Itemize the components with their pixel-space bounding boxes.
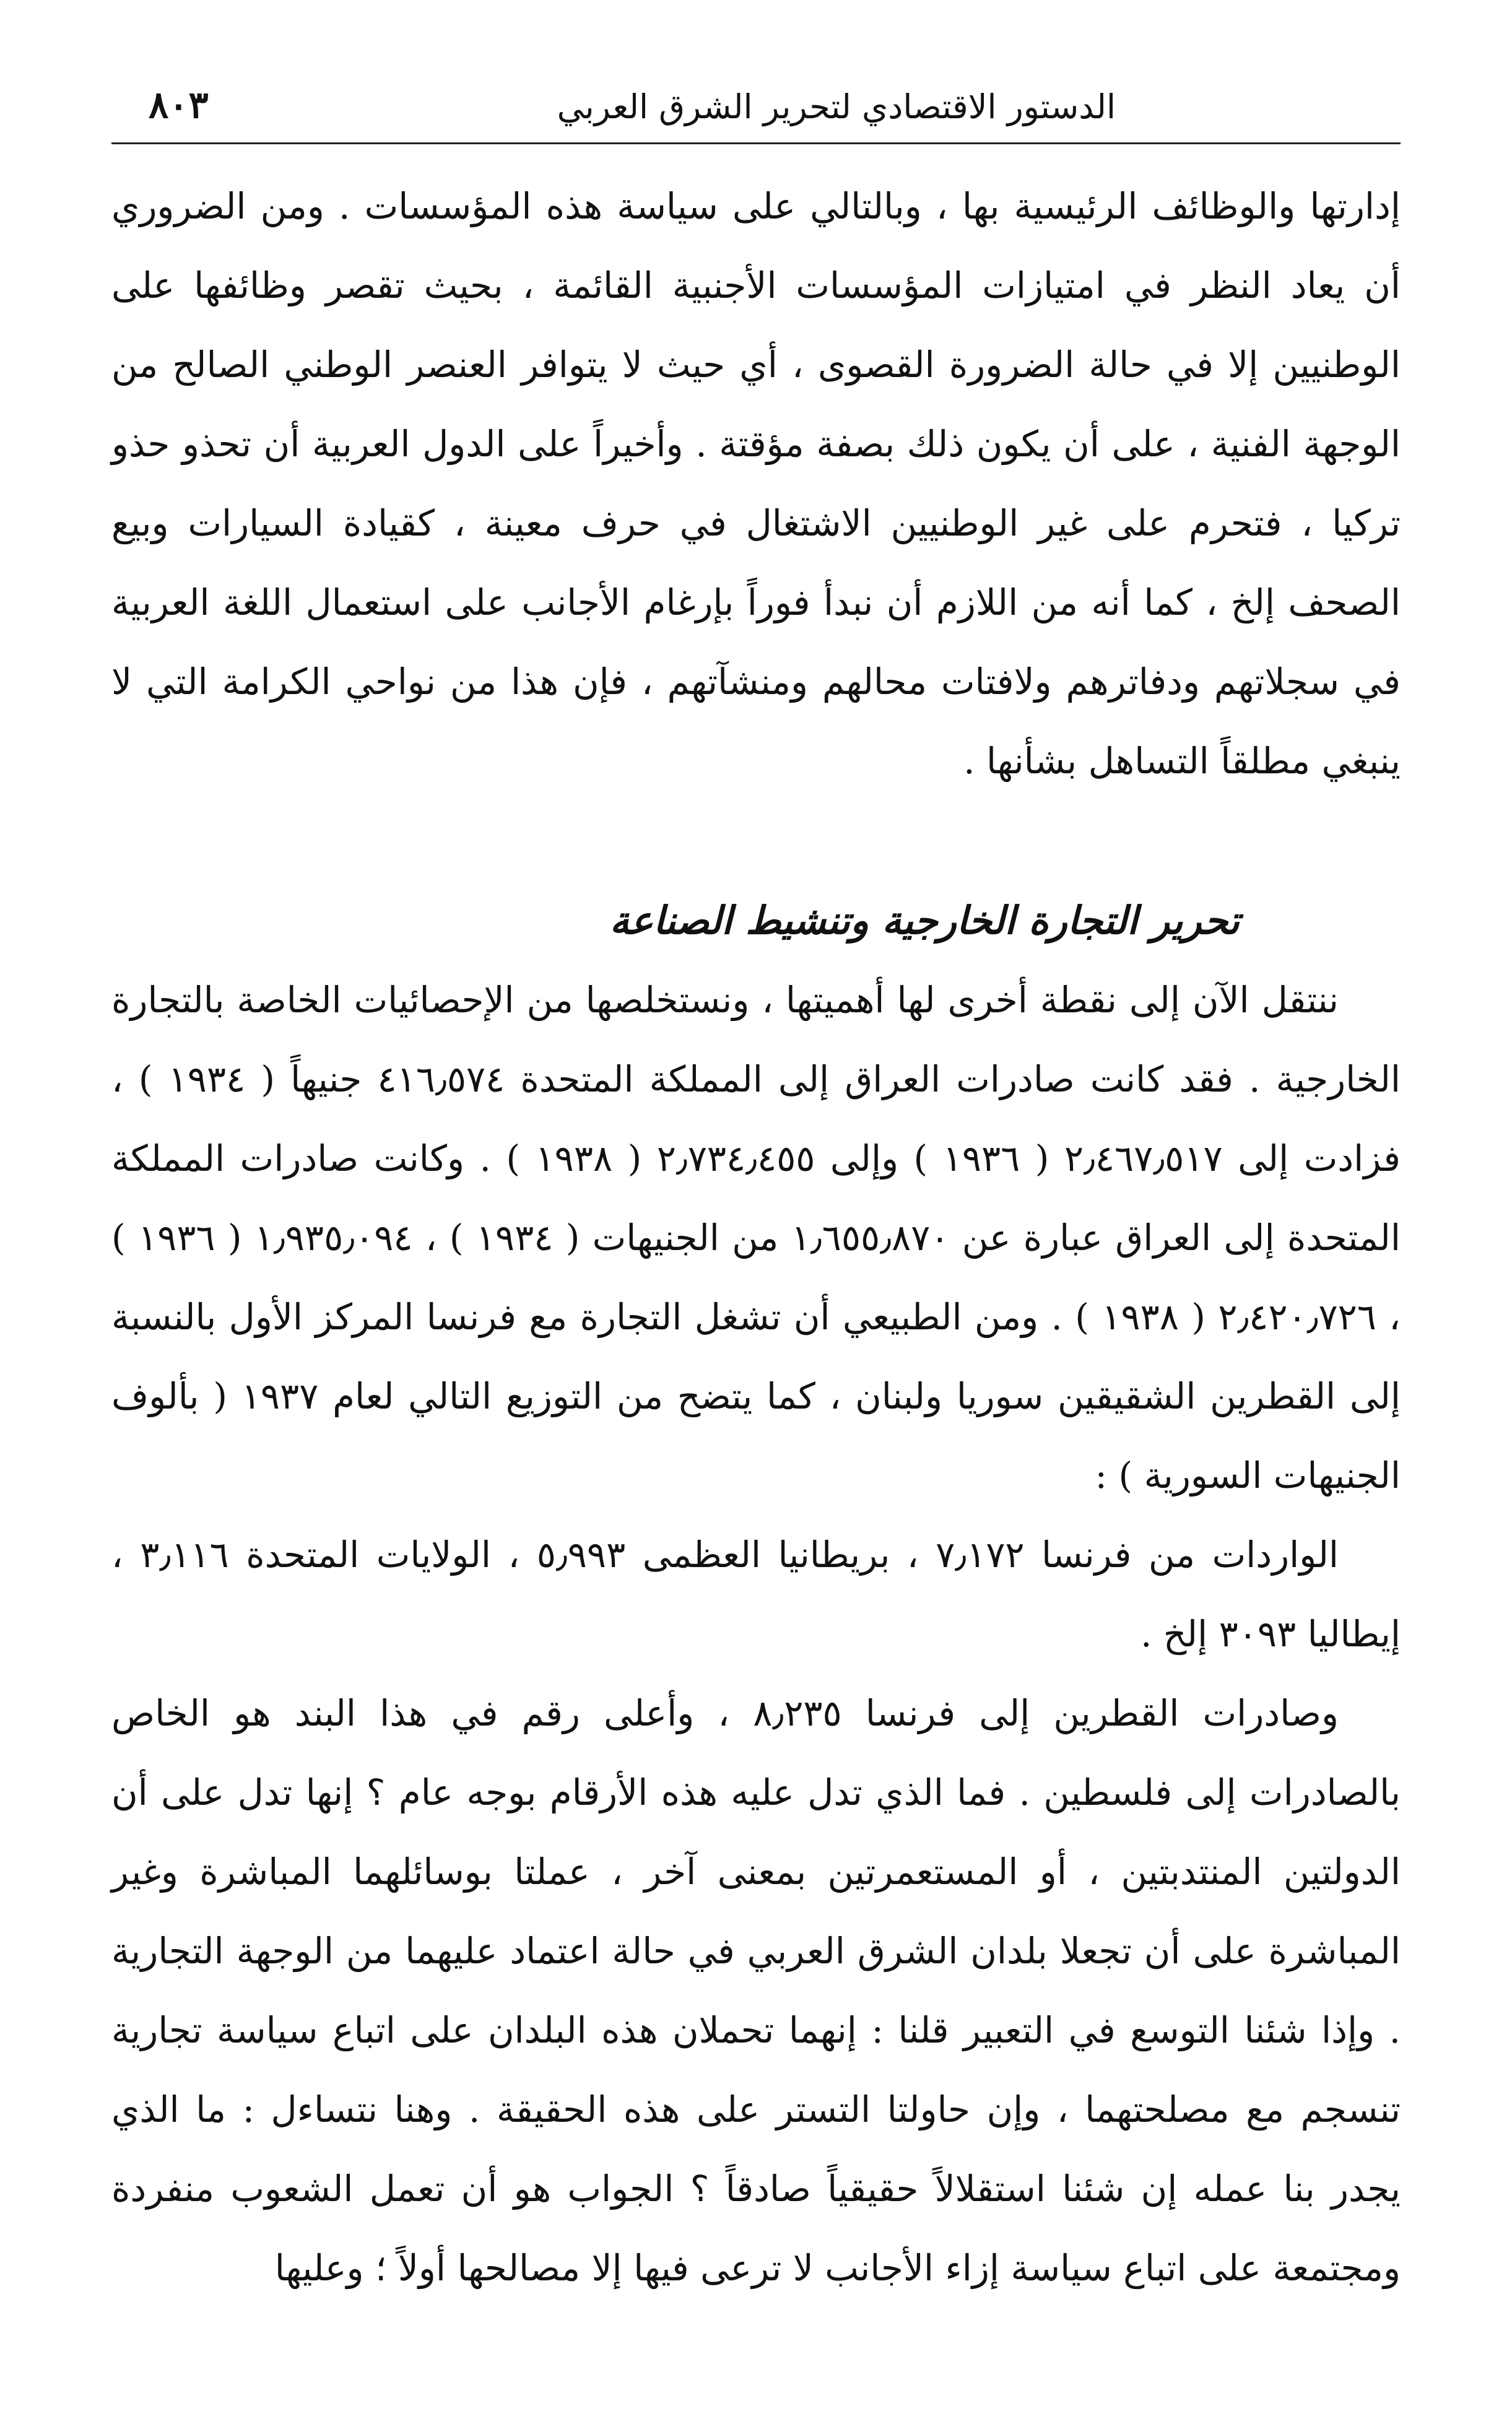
- book-page: [111, 74, 1401, 2365]
- page-number: ٨٠٣: [149, 84, 209, 127]
- paragraph-continued: إدارتها والوظائف الرئيسية بها ، وبالتالي على سياسة هذه المؤسسات . ومن الضروري أن يعاد النظر في امتيازات المؤسسات الأجنبية القائمة ، بحيث تقصر وظائفها على الوطنيين إلا في حالة الضرورة القصوى ، أي حيث لا يتوافر العنصر الوطني الصالح من الوجهة الفنية ، على أن يكون ذلك بصفة مؤقتة . وأخيراً على الدول العربية أن تحذو حذو تركيا ، فتحرم على غير الوطنيين الاشتغال في حرف معينة ، كقيادة السيارات وبيع الصحف إلخ ، كما أنه من اللازم أن نبدأ فوراً بإرغام الأجانب على استعمال اللغة العربية في سجلاتهم ودفاترهم ولافتات محالهم ومنشآتهم ، فإن هذا من نواحي الكرامة التي لا ينبغي مطلقاً التساهل بشأنها .: [111, 185, 1401, 782]
- running-title: الدستور الاقتصادي لتحرير الشرق العربي: [557, 87, 1116, 126]
- paragraph-imports: الواردات من فرنسا ٧٫١٧٢ ، بريطانيا العظمى ٥٫٩٩٣ ، الولايات المتحدة ٣٫١١٦ ، إيطاليا ٣٠٩٣ إلخ .: [111, 1534, 1401, 1655]
- paragraph-trade-statistics: ننتقل الآن إلى نقطة أخرى لها أهميتها ، ونستخلصها من الإحصائيات الخاصة بالتجارة الخارجية . فقد كانت صادرات العراق إلى المملكة المتحدة ٤١٦٫٥٧٤ جنيهاً ( ١٩٣٤ ) ، فزادت إلى ٢٫٤٦٧٫٥١٧ ( ١٩٣٦ ) وإلى ٢٫٧٣٤٫٤٥٥ ( ١٩٣٨ ) . وكانت صادرات المملكة المتحدة إلى العراق عبارة عن ١٫٦٥٥٫٨٧٠ من الجنيهات ( ١٩٣٤ ) ، ١٫٩٣٥٫٠٩٤ ( ١٩٣٦ ) ، ٢٫٤٢٠٫٧٢٦ ( ١٩٣٨ ) . ومن الطبيعي أن تشغل التجارة مع فرنسا المركز الأول بالنسبة إلى القطرين الشقيقين سوريا ولبنان ، كما يتضح من التوزيع التالي لعام ١٩٣٧ ( بألوف الجنيهات السورية ) :: [111, 979, 1401, 1497]
- paragraph-exports: وصادرات القطرين إلى فرنسا ٨٫٢٣٥ ، وأعلى رقم في هذا البند هو الخاص بالصادرات إلى فلسطين . فما الذي تدل عليه هذه الأرقام بوجه عام ؟ إنها تدل على أن الدولتين المنتدبتين ، أو المستعمرتين بمعنى آخر ، عملتا بوسائلهما المباشرة وغير المباشرة على أن تجعلا بلدان الشرق العربي في حالة اعتماد عليهما من الوجهة التجارية . وإذا شئنا التوسع في التعبير قلنا : إنهما تحملان هذه البلدان على اتباع سياسة تجارية تنسجم مع مصلحتهما ، وإن حاولتا التستر على هذه الحقيقة . وهنا نتساءل : ما الذي يجدر بنا عمله إن شئنا استقلالاً حقيقياً صادقاً ؟ الجواب هو أن تعمل الشعوب منفردة ومجتمعة على اتباع سياسة إزاء الأجانب لا ترعى فيها إلا مصالحها أولاً ؛ وعليها: [111, 1692, 1401, 2289]
- running-header: [111, 74, 1401, 144]
- section-heading: تحرير التجارة الخارجية وتنشيط الصناعة: [609, 898, 1240, 943]
